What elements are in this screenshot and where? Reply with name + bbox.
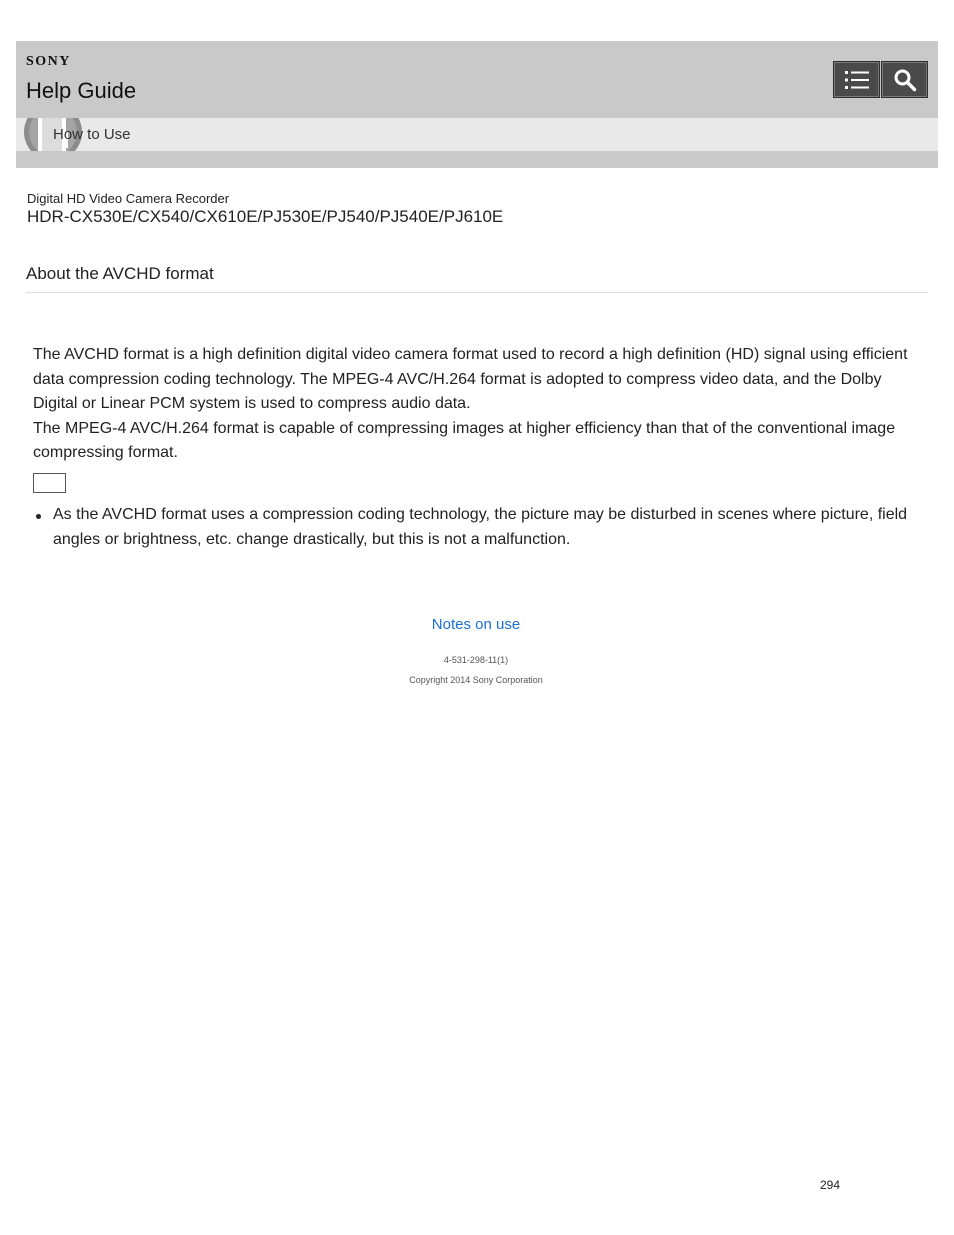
breadcrumb-how-to-use[interactable]: How to Use <box>53 126 131 143</box>
page-number: 294 <box>820 1178 841 1192</box>
search-button[interactable] <box>881 61 928 98</box>
product-model: HDR-CX530E/CX540/CX610E/PJ530E/PJ540/PJ540E/PJ610E <box>27 207 504 226</box>
breadcrumb <box>16 118 938 151</box>
notes-on-use-link[interactable]: Notes on use <box>431 616 521 633</box>
search-icon <box>893 68 917 92</box>
guide-title[interactable]: Help Guide <box>26 78 137 103</box>
note-list <box>33 503 913 552</box>
topic-body <box>33 343 913 466</box>
copyright: Copyright 2014 Sony Corporation <box>409 675 543 685</box>
body-paragraph: The AVCHD format is a high definition digital video camera format used to record a high definition (HD) signal using efficient data compression coding technology. The MPEG-4 AVC/H.264 format is adopted to compress video data, and the Dolby Digital or Linear PCM system is used to compress audio data. <box>33 346 908 412</box>
table-of-contents-button[interactable] <box>833 61 880 98</box>
brand-logo: SONY <box>26 54 71 69</box>
title-divider <box>26 292 928 293</box>
page-title: About the AVCHD format <box>26 264 214 283</box>
note-icon <box>33 473 66 493</box>
site-header <box>16 41 938 168</box>
body-paragraph: The MPEG-4 AVC/H.264 format is capable of compressing images at higher efficiency than that of the conventional image compressing format. <box>33 419 896 461</box>
document-code: 4-531-298-11(1) <box>443 655 509 665</box>
list-icon <box>844 69 870 91</box>
list-item: As the AVCHD format uses a compression coding technology, the picture may be disturbed in scenes where picture, field angles or brightness, etc. change drastically, but this is not a malfunction. <box>33 503 913 552</box>
product-category: Digital HD Video Camera Recorder <box>27 191 230 206</box>
